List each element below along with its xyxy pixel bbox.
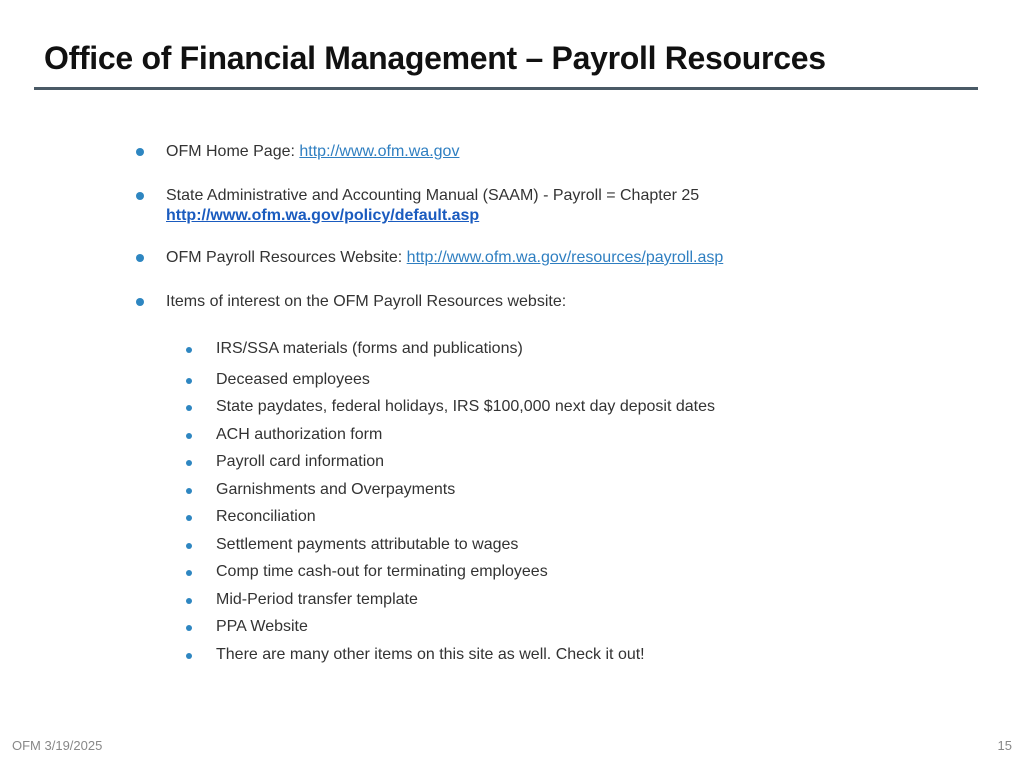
slide-title: Office of Financial Management – Payroll Resources — [44, 40, 826, 76]
ofm-home-link[interactable]: http://www.ofm.wa.gov — [299, 143, 460, 160]
footer-date: OFM 3/19/2025 — [12, 738, 103, 753]
bullet-label: State Administrative and Accounting Manual (SAAM) - Payroll = Chapter 25 — [166, 187, 700, 204]
bullet-label: Items of interest on the OFM Payroll Resources website: — [166, 293, 567, 310]
bullet-label: OFM Home Page: — [166, 143, 300, 160]
bullet-dot-icon — [186, 598, 192, 604]
bullet-dot-icon — [186, 488, 192, 494]
page-number: 15 — [997, 738, 1012, 753]
bullet-dot-icon — [186, 570, 192, 576]
bullet-dot-icon — [186, 405, 192, 411]
bullet-dot-icon — [186, 347, 192, 353]
bullet-dot-icon — [136, 192, 144, 200]
bullet-dot-icon — [136, 298, 144, 306]
bullet-dot-icon — [186, 543, 192, 549]
bullet-dot-icon — [136, 254, 144, 262]
bullet-dot-icon — [136, 148, 144, 156]
saam-policy-link[interactable]: http://www.ofm.wa.gov/policy/default.asp — [166, 207, 480, 224]
bullet-dot-icon — [186, 433, 192, 439]
bullet-dot-icon — [186, 653, 192, 659]
bullet-dot-icon — [186, 515, 192, 521]
payroll-resources-link[interactable]: http://www.ofm.wa.gov/resources/payroll.asp — [406, 249, 724, 266]
bullet-dot-icon — [186, 378, 192, 384]
bullet-label: OFM Payroll Resources Website: — [166, 249, 407, 266]
title-divider — [34, 87, 978, 90]
bullet-dot-icon — [186, 460, 192, 466]
bullet-dot-icon — [186, 625, 192, 631]
